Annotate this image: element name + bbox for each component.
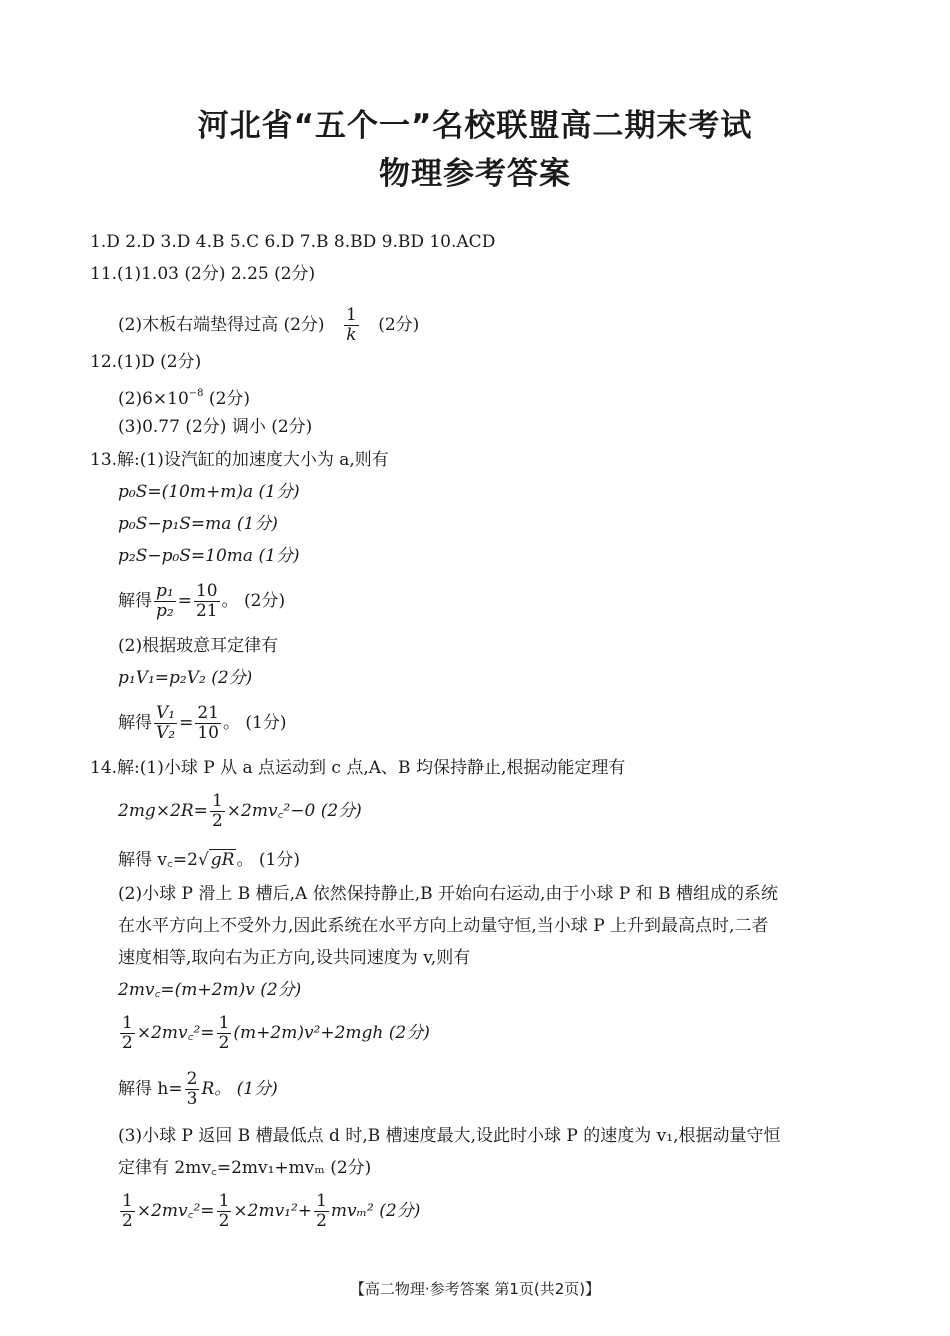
solution-score: 。 (2分) <box>221 591 286 611</box>
fraction-10-over-21 <box>194 582 220 621</box>
fraction-denominator: 3 <box>186 1089 198 1109</box>
q12-part2-base: (2)6×10 <box>118 389 189 409</box>
sqrt-radicand: gR <box>210 850 235 870</box>
eq-middle: ×2mv꜀²= <box>136 1201 215 1221</box>
eq-right: ×2mv꜀²−0 (2分) <box>226 801 362 821</box>
fraction-one-half <box>120 1014 135 1053</box>
sqrt-sign: √ <box>197 850 209 870</box>
fraction-two-thirds <box>185 1070 200 1109</box>
fraction-numerator: 10 <box>195 581 218 601</box>
fraction-p1-over-p2 <box>154 582 176 621</box>
q13-equation-3: p₂S−p₀S=10ma (1分) <box>118 546 300 566</box>
solution-score: R。 (1分) <box>201 1079 278 1099</box>
fraction-one-half <box>120 1192 135 1231</box>
q12-part2 <box>118 384 250 409</box>
fraction-denominator: p₂ <box>156 601 174 621</box>
page-footer: 【高二物理·参考答案 第1页(共2页)】 <box>349 1280 601 1298</box>
fraction-one-half <box>217 1014 232 1053</box>
q13-equation-2: p₀S−p₁S=ma (1分) <box>118 514 278 534</box>
fraction-denominator: 2 <box>316 1211 327 1231</box>
fraction-denominator: V₂ <box>156 723 176 743</box>
eq-right: (m+2m)v²+2mgh (2分) <box>233 1023 430 1043</box>
q12-part1: 12.(1)D (2分) <box>90 352 202 372</box>
q11-part2-text: (2)木板右端垫得过高 (2分) <box>118 315 325 335</box>
mc-answers: 1.D 2.D 3.D 4.B 5.C 6.D 7.B 8.BD 9.BD 10.ACD <box>90 232 496 252</box>
q14-equation-3 <box>118 1014 430 1053</box>
fraction-denominator: 2 <box>218 1211 230 1231</box>
fraction-numerator: 1 <box>211 791 223 811</box>
fraction-one-half <box>314 1192 329 1231</box>
q14-equation-1 <box>118 792 362 831</box>
q13-solution-1: 解得 $\frac{\text{p₁}}{\text{p₂}}$ = $\frac{10}{21}$ 。 (2分) <box>118 581 286 621</box>
fraction-denominator: 10 <box>197 723 219 743</box>
fraction-numerator: 1 <box>345 305 357 325</box>
q14-part2-line3: 速度相等,取向右为正方向,设共同速度为 v,则有 <box>118 948 471 968</box>
q14-part2-line2: 在水平方向上不受外力,因此系统在水平方向上动量守恒,当小球 P 上升到最高点时,二者 <box>118 916 769 936</box>
q14-part2-line1: (2)小球 P 滑上 B 槽后,A 依然保持静止,B 开始向右运动,由于小球 P 和 B 槽组成的系统 <box>118 884 778 904</box>
page-title-line2: 物理参考答案 <box>379 156 571 192</box>
eq-left: 2mg×2R= <box>118 801 208 821</box>
fraction-one-half <box>217 1192 232 1231</box>
solution-score: 。 (1分) <box>236 850 300 870</box>
fraction-denominator: 2 <box>122 1033 133 1053</box>
q11-part1: 11.(1)1.03 (2分) 2.25 (2分) <box>90 264 316 284</box>
fraction-denominator: 2 <box>122 1211 133 1231</box>
fraction-one-half <box>210 792 225 831</box>
solution-text: 解得 h= <box>118 1079 183 1099</box>
fraction-21-over-10 <box>195 704 221 743</box>
q13-solution-2: 解得 $\frac{\text{V₁}}{\text{V₂}}$ = $\frac{21}{10}$ 。 (1分) <box>118 703 287 743</box>
fraction-denominator: 2 <box>218 1033 230 1053</box>
fraction-numerator: 1 <box>316 1191 327 1211</box>
fraction-numerator: 1 <box>218 1191 230 1211</box>
fraction-numerator: 1 <box>122 1013 133 1033</box>
eq-right: mvₘ² (2分) <box>330 1201 421 1221</box>
q12-part2-exponent: −8 <box>188 388 204 399</box>
q13-heading: 13.解:(1)设汽缸的加速度大小为 a,则有 <box>90 450 389 470</box>
fraction-numerator: 21 <box>197 703 219 723</box>
q14-heading: 14.解:(1)小球 P 从 a 点运动到 c 点,A、B 均保持静止,根据动能定理有 <box>90 758 626 778</box>
solution-text: 解得 v꜀=2 <box>118 850 198 870</box>
page-title-line1: 河北省“五个一”名校联盟高二期末考试 <box>197 108 753 144</box>
q13-equation-1: p₀S=(10m+m)a (1分) <box>118 482 300 502</box>
q14-part3-line1: (3)小球 P 返回 B 槽最低点 d 时,B 槽速度最大,设此时小球 P 的速度为 v₁,根据动量守恒 <box>118 1126 781 1146</box>
q14-equation-2: 2mv꜀=(m+2m)v (2分) <box>118 980 302 1000</box>
fraction-v1-over-v2 <box>154 704 177 743</box>
fraction-denominator: 21 <box>195 601 218 621</box>
eq-middle: ×2mv꜀²= <box>136 1023 215 1043</box>
q14-solution-1 <box>118 850 300 870</box>
q14-solution-2 <box>118 1070 278 1109</box>
q12-part2-score: (2分) <box>203 389 251 409</box>
fraction-denominator: 2 <box>211 811 223 831</box>
q11-part2 <box>118 306 419 345</box>
fraction-numerator: 1 <box>122 1191 133 1211</box>
fraction-numerator: 2 <box>186 1069 198 1089</box>
solution-score: 。 (1分) <box>222 713 287 733</box>
q14-part3-line2: 定律有 2mv꜀=2mv₁+mvₘ (2分) <box>118 1158 372 1178</box>
fraction-1-over-k <box>344 306 359 345</box>
fraction-numerator: 1 <box>218 1013 230 1033</box>
fraction-numerator: p₁ <box>156 581 174 601</box>
q12-part3: (3)0.77 (2分) 调小 (2分) <box>118 417 313 437</box>
q14-equation-4 <box>118 1192 420 1231</box>
q13-part2: (2)根据玻意耳定律有 <box>118 636 279 656</box>
q13-equation-4: p₁V₁=p₂V₂ (2分) <box>118 668 253 688</box>
q11-part2-score: (2分) <box>378 315 420 335</box>
solution-label: 解得 <box>118 713 152 733</box>
solution-label: 解得 <box>118 591 152 611</box>
fraction-numerator: V₁ <box>156 703 176 723</box>
eq-middle-2: ×2mv₁²+ <box>233 1201 313 1221</box>
fraction-denominator: k <box>346 325 357 345</box>
